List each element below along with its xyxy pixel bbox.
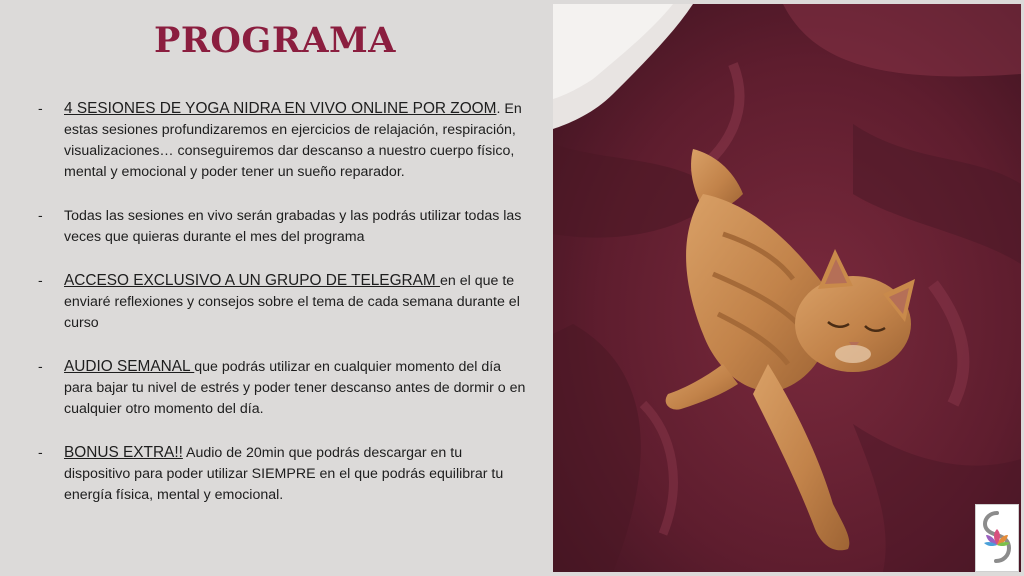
bullet-dash: - — [38, 207, 43, 223]
bullet-dash: - — [38, 100, 43, 116]
bullet-dash: - — [38, 358, 43, 374]
item-heading: 4 SESIONES DE YOGA NIDRA EN VIVO ONLINE POR ZOOM — [64, 100, 497, 117]
item-text: Todas las sesiones en vivo serán grabadas y las podrás utilizar todas las veces que quieras durante el mes del programa — [64, 208, 522, 245]
bullet-dash: - — [38, 272, 43, 288]
program-item-sessions — [38, 98, 528, 183]
program-item-audio — [38, 356, 528, 420]
item-heading: ACCESO EXCLUSIVO A UN GRUPO DE TELEGRAM — [64, 272, 441, 289]
lotus-logo-icon — [975, 504, 1019, 572]
program-item-recordings — [38, 205, 528, 248]
item-heading: BONUS EXTRA!! — [64, 444, 183, 461]
program-item-bonus — [38, 442, 528, 506]
item-text: que podrás utilizar en cualquier momento del día para bajar tu nivel de estrés y poder tener descanso antes de dormir o en cualquier otro momento del día. — [64, 359, 526, 417]
bullet-dash: - — [38, 444, 43, 460]
item-text: en el que te enviaré reflexiones y consejos sobre el tema de cada semana durante el curso — [64, 273, 520, 331]
sleeping-cat-photo — [553, 4, 1021, 572]
program-list — [38, 98, 528, 528]
slide-title: PROGRAMA — [154, 20, 396, 61]
item-heading: AUDIO SEMANAL — [64, 358, 195, 375]
item-text: . En estas sesiones profundizaremos en ejercicios de relajación, respiración, visualizaciones… conseguiremos dar descanso a nuestro cuerpo físico, mental y emocional y poder tener un sueño reparador. — [64, 101, 522, 180]
program-item-telegram — [38, 270, 528, 334]
item-text: Audio de 20min que podrás descargar en tu dispositivo para poder utilizar SIEMPRE en el que podrás equilibrar tu energía física, mental y emocional. — [64, 445, 504, 503]
